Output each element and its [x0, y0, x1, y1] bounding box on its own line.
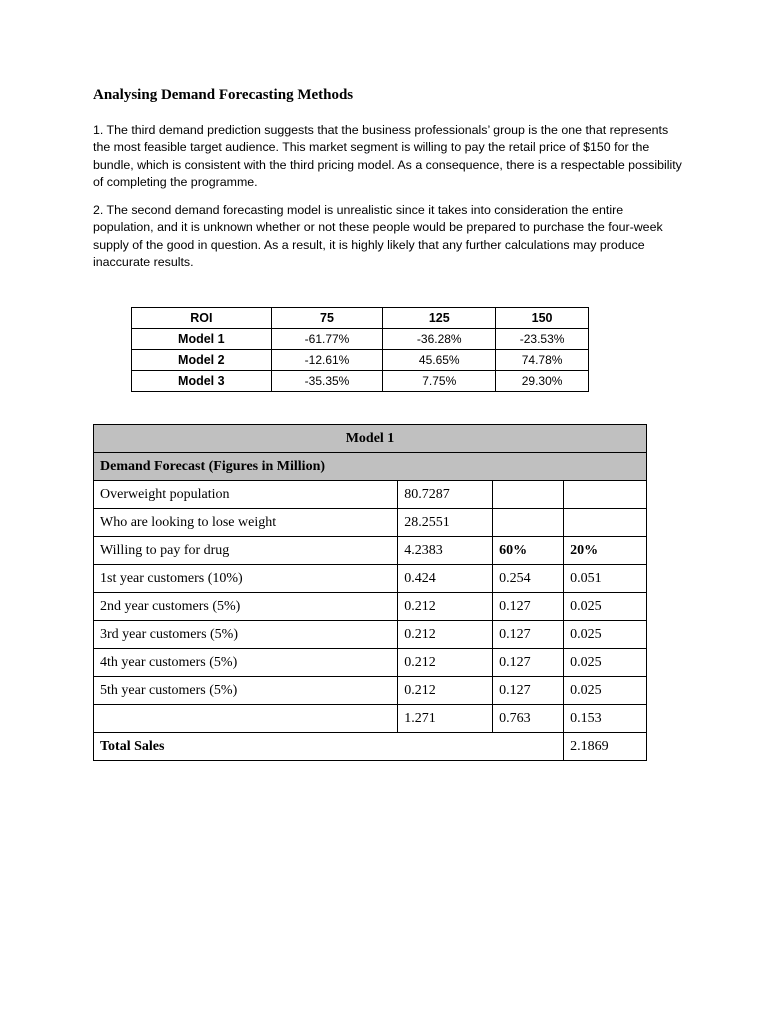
roi-table	[131, 307, 589, 392]
model-subtitle: Demand Forecast (Figures in Million)	[94, 453, 647, 481]
roi-cell: -23.53%	[496, 329, 589, 350]
model-table	[93, 424, 647, 761]
table-row	[94, 481, 647, 509]
table-cell: 0.212	[398, 677, 493, 705]
row-label	[94, 705, 398, 733]
table-cell: 0.212	[398, 649, 493, 677]
model-title-row	[94, 425, 647, 453]
roi-header-cell: ROI	[132, 308, 272, 329]
row-label: 3rd year customers (5%)	[94, 621, 398, 649]
paragraph-1: 1. The third demand prediction suggests that the business professionals’ group is the one that represents the most feasible target audience. This market segment is willing to pay the retail price of $150 for the bundle, which is consistent with the third pricing model. As a consequence, there is a respectable possibility of completing the programme.	[93, 123, 682, 190]
table-cell: 20%	[564, 537, 647, 565]
row-label: Overweight population	[94, 481, 398, 509]
table-cell: 0.025	[564, 649, 647, 677]
roi-header-cell: 75	[271, 308, 383, 329]
roi-row	[132, 329, 589, 350]
roi-cell: 7.75%	[383, 371, 496, 392]
table-row	[94, 649, 647, 677]
document-title: Analysing Demand Forecasting Methods	[93, 87, 354, 103]
table-cell: 0.212	[398, 593, 493, 621]
roi-cell: 29.30%	[496, 371, 589, 392]
table-cell: 0.127	[493, 649, 564, 677]
table-cell	[564, 509, 647, 537]
roi-cell: 74.78%	[496, 350, 589, 371]
roi-cell: -12.61%	[271, 350, 383, 371]
table-cell: 0.424	[398, 565, 493, 593]
table-row	[94, 565, 647, 593]
table-cell: 0.153	[564, 705, 647, 733]
row-label: Who are looking to lose weight	[94, 509, 398, 537]
roi-cell: -36.28%	[383, 329, 496, 350]
roi-row-label: Model 2	[132, 350, 272, 371]
roi-cell: -35.35%	[271, 371, 383, 392]
table-cell: 60%	[493, 537, 564, 565]
table-cell: 4.2383	[398, 537, 493, 565]
paragraph-2: 2. The second demand forecasting model is unrealistic since it takes into consideration the entire population, and it is unknown whether or not these people would be prepared to purchase the four-week supply of the good in question. As a result, it is highly likely that any further calculations may produce inaccurate results.	[93, 203, 663, 270]
table-row	[94, 677, 647, 705]
total-row	[94, 733, 647, 761]
table-cell: 0.254	[493, 565, 564, 593]
table-row	[94, 537, 647, 565]
table-cell: 0.763	[493, 705, 564, 733]
row-label: Willing to pay for drug	[94, 537, 398, 565]
model-title: Model 1	[94, 425, 647, 453]
table-cell: 0.025	[564, 593, 647, 621]
table-cell: 0.025	[564, 621, 647, 649]
roi-header-cell: 150	[496, 308, 589, 329]
total-value: 2.1869	[564, 733, 647, 761]
roi-row-label: Model 3	[132, 371, 272, 392]
table-row	[94, 705, 647, 733]
table-cell: 80.7287	[398, 481, 493, 509]
table-cell: 0.051	[564, 565, 647, 593]
row-label: 4th year customers (5%)	[94, 649, 398, 677]
model-subtitle-row	[94, 453, 647, 481]
roi-header-row	[132, 308, 589, 329]
table-cell: 0.127	[493, 621, 564, 649]
roi-row-label: Model 1	[132, 329, 272, 350]
table-cell	[493, 481, 564, 509]
table-cell	[493, 509, 564, 537]
table-row	[94, 509, 647, 537]
roi-row	[132, 350, 589, 371]
table-cell: 0.025	[564, 677, 647, 705]
roi-header-cell: 125	[383, 308, 496, 329]
table-cell: 28.2551	[398, 509, 493, 537]
row-label: 5th year customers (5%)	[94, 677, 398, 705]
table-cell: 0.212	[398, 621, 493, 649]
row-label: 1st year customers (10%)	[94, 565, 398, 593]
row-label: 2nd year customers (5%)	[94, 593, 398, 621]
roi-cell: 45.65%	[383, 350, 496, 371]
total-label: Total Sales	[94, 733, 564, 761]
table-row	[94, 621, 647, 649]
roi-row	[132, 371, 589, 392]
table-cell	[564, 481, 647, 509]
table-cell: 1.271	[398, 705, 493, 733]
roi-cell: -61.77%	[271, 329, 383, 350]
table-cell: 0.127	[493, 593, 564, 621]
table-row	[94, 593, 647, 621]
table-cell: 0.127	[493, 677, 564, 705]
